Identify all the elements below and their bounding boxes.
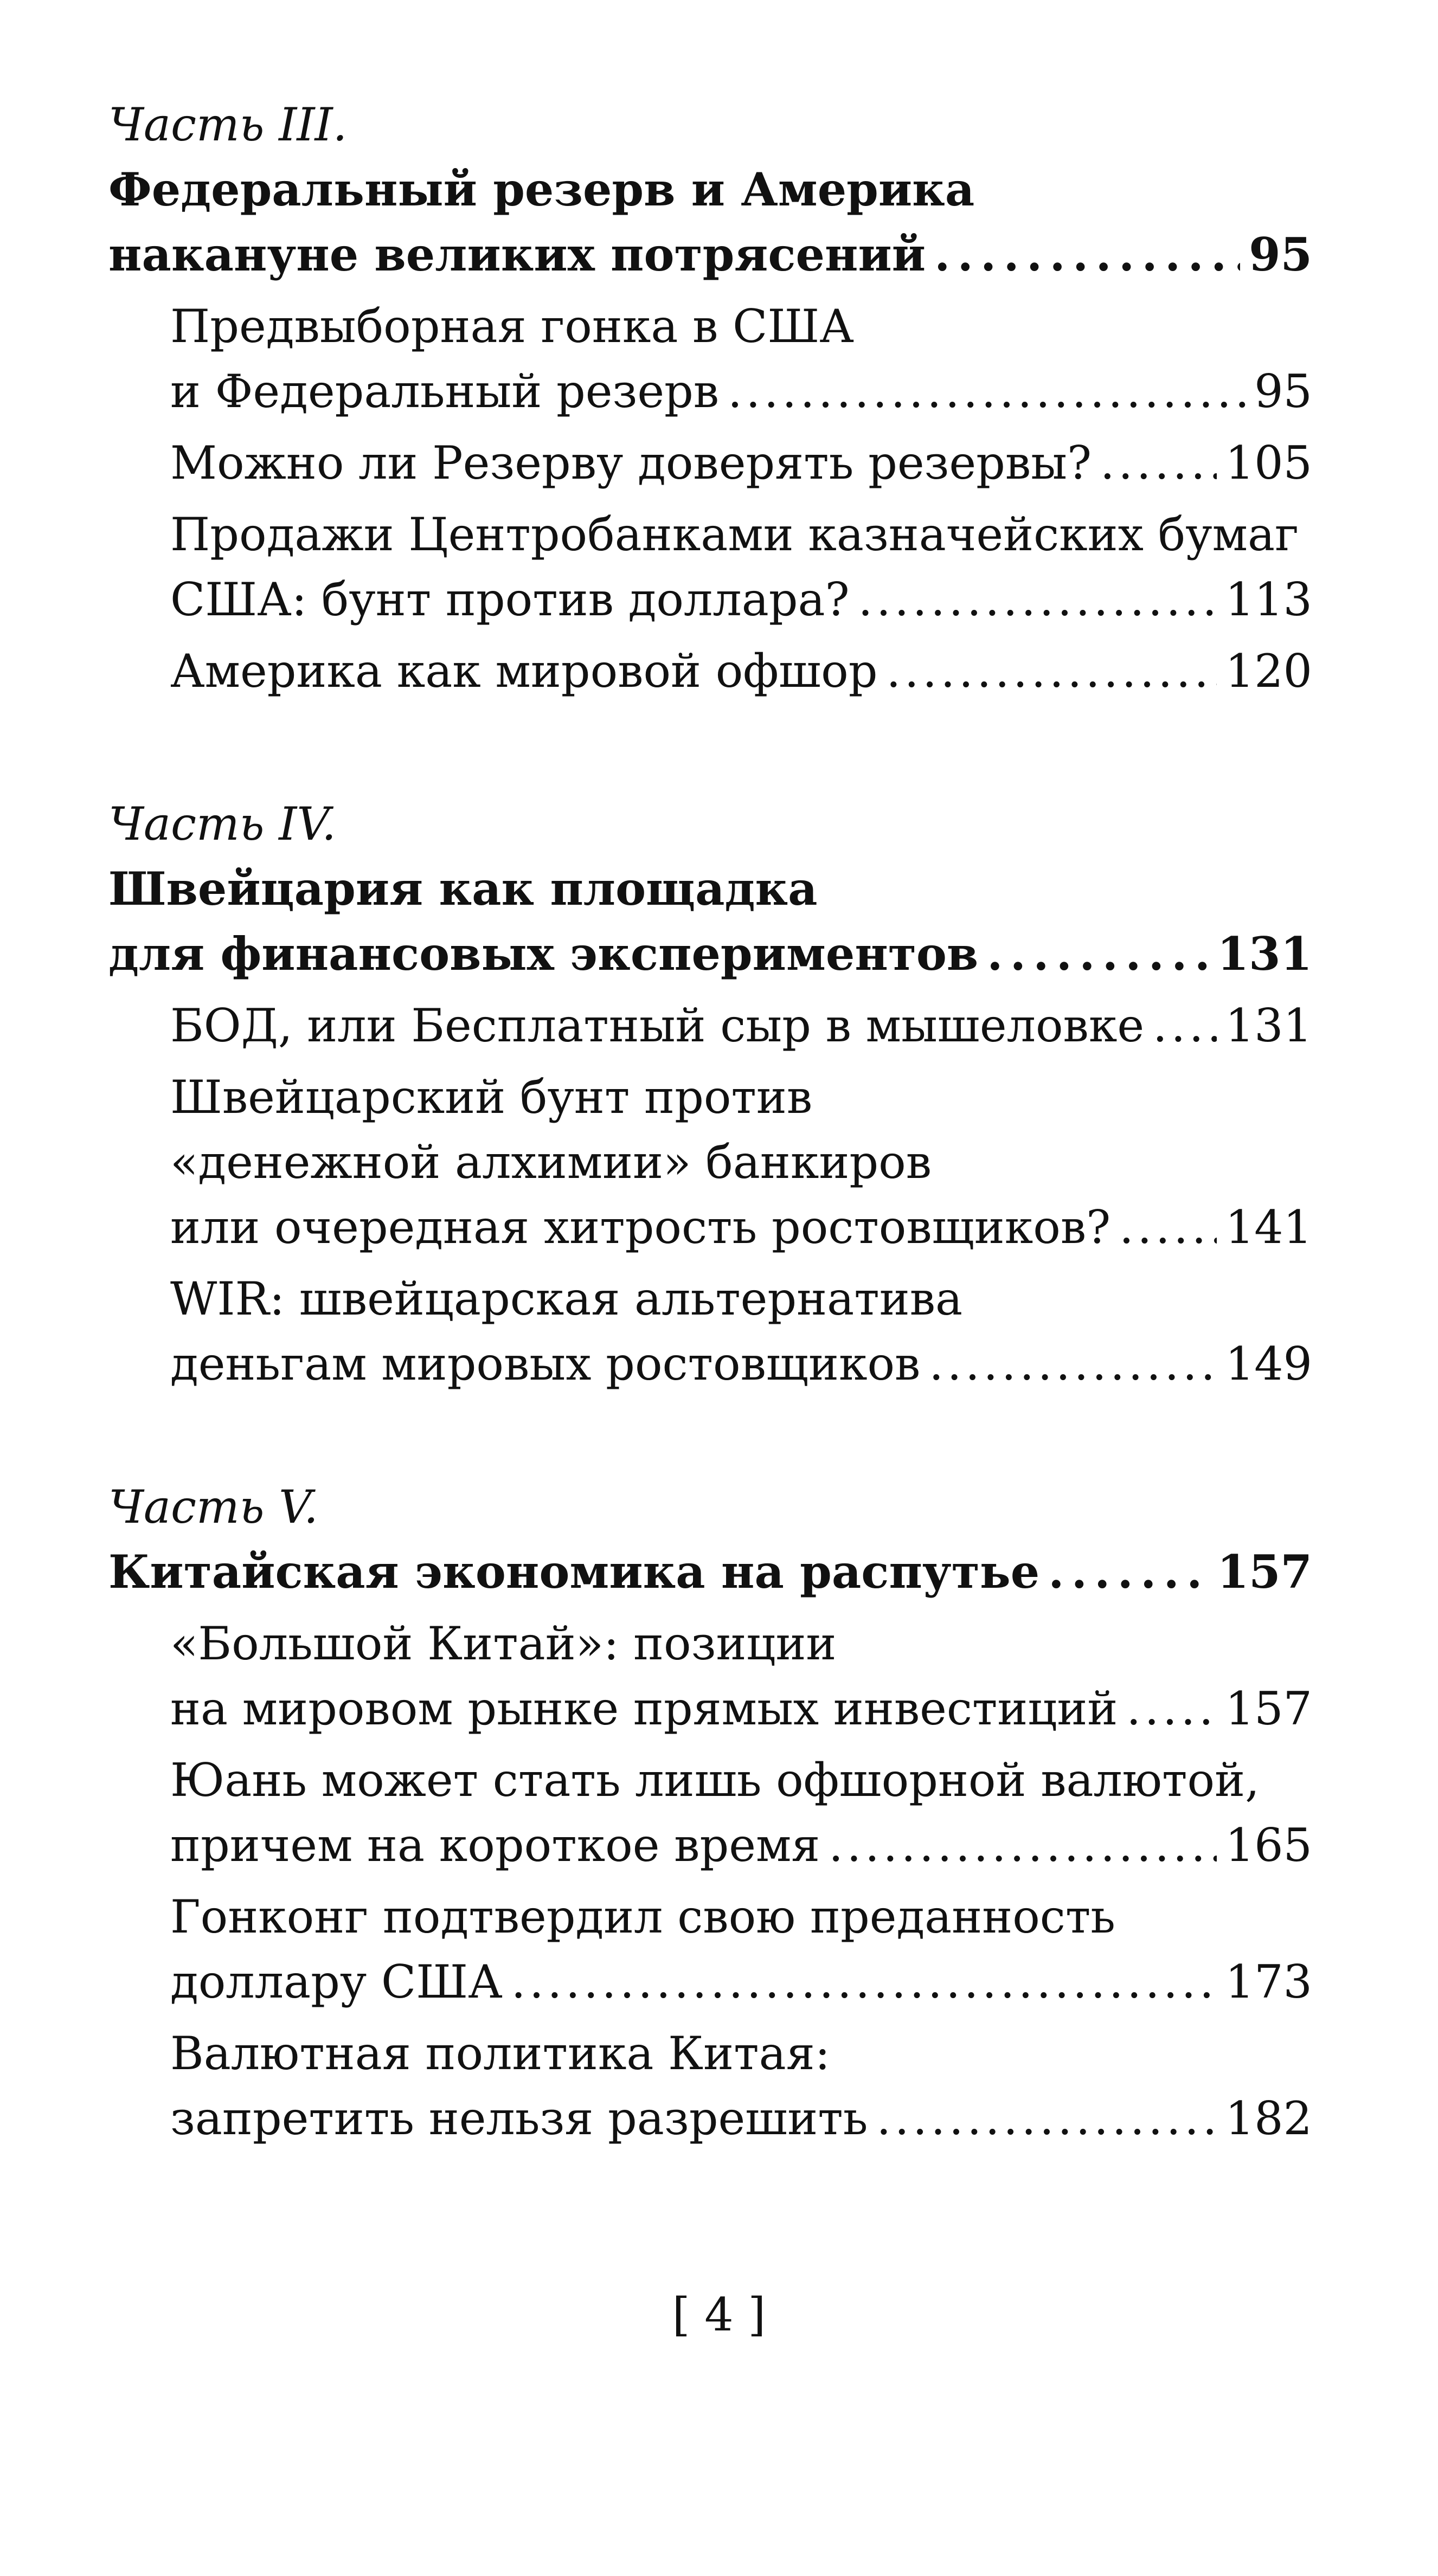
- part-title: [108, 1540, 1312, 1605]
- page-number: 182: [1225, 2092, 1312, 2145]
- page-number: 157: [1225, 1682, 1312, 1735]
- chapter-entry: [108, 1748, 1312, 1878]
- chapter-line: Гонконг подтвердил свою преданность: [170, 1890, 1116, 1943]
- chapter-leader: [170, 1949, 1312, 2014]
- chapter-leader: [170, 1813, 1312, 1878]
- chapter-entry: [108, 1611, 1312, 1741]
- page-number: 149: [1225, 1337, 1312, 1390]
- chapter-entry: [108, 2021, 1312, 2151]
- part-title: [108, 157, 1312, 287]
- part-4-section: [108, 791, 1312, 1396]
- dot-leader: [728, 359, 1246, 424]
- chapter-line: WIR: швейцарская альтернатива: [170, 1272, 963, 1325]
- page-number: 120: [1225, 645, 1312, 698]
- chapter-entry: [108, 993, 1312, 1058]
- dot-leader: [1153, 993, 1217, 1058]
- part-label: Часть III.: [108, 98, 348, 151]
- part-title-line: Китайская экономика на распутье: [108, 1545, 1040, 1599]
- chapter-leader: [170, 639, 1312, 704]
- chapter-leader: [170, 567, 1312, 632]
- chapter-line: Предвыборная гонка в США: [170, 300, 854, 353]
- chapter-entry: [108, 430, 1312, 495]
- chapter-line: и Федеральный резерв: [170, 365, 720, 418]
- part-title-line: Федеральный резерв и Америка: [108, 163, 975, 216]
- page-number: 131: [1217, 927, 1312, 981]
- chapter-line: деньгам мировых ростовщиков: [170, 1337, 921, 1390]
- dot-leader: [929, 1331, 1216, 1396]
- dot-leader: [1048, 1540, 1208, 1605]
- page-number: 95: [1249, 228, 1312, 281]
- chapter-line: Америка как мировой офшор: [170, 645, 878, 698]
- page-number: 131: [1225, 999, 1312, 1052]
- chapter-leader: [170, 1676, 1312, 1741]
- chapter-line: Швейцарский бунт против: [170, 1071, 813, 1124]
- part-title-leader: [108, 222, 1312, 287]
- chapter-line: запретить нельзя разрешить: [170, 2092, 868, 2145]
- part-title-leader: [108, 1540, 1312, 1605]
- part-title-line: накануне великих потрясений: [108, 228, 926, 281]
- chapter-line: США: бунт против доллара?: [170, 573, 850, 626]
- chapter-line: «денежной алхимии» банкиров: [170, 1136, 932, 1189]
- dot-leader: [829, 1813, 1216, 1878]
- page-number: 157: [1217, 1545, 1312, 1599]
- dot-leader: [858, 567, 1217, 632]
- dot-leader: [511, 1949, 1217, 2014]
- chapter-leader: [170, 2086, 1312, 2151]
- page-number: 165: [1225, 1819, 1312, 1872]
- chapter-entry: [108, 1266, 1312, 1396]
- dot-leader: [1119, 1195, 1217, 1260]
- chapter-line: Юань может стать лишь офшорной валютой,: [170, 1754, 1260, 1807]
- chapter-line: причем на короткое время: [170, 1819, 820, 1872]
- part-label: Часть IV.: [108, 797, 336, 851]
- chapter-line: «Большой Китай»: позиции: [170, 1617, 837, 1670]
- chapter-entry: [108, 294, 1312, 424]
- dot-leader: [886, 639, 1216, 704]
- dot-leader: [934, 222, 1240, 287]
- dot-leader: [1126, 1676, 1216, 1741]
- part-5-section: [108, 1474, 1312, 2151]
- part-label: Часть V.: [108, 1480, 318, 1534]
- page-number: 113: [1225, 573, 1312, 626]
- chapter-entry: [108, 1065, 1312, 1260]
- chapter-entry: [108, 639, 1312, 704]
- dot-leader: [987, 922, 1208, 987]
- chapter-leader: [170, 1195, 1312, 1260]
- part-3-section: [108, 92, 1312, 704]
- chapter-leader: [170, 430, 1312, 495]
- page-number: 105: [1225, 436, 1312, 490]
- chapter-entry: [108, 1884, 1312, 2014]
- chapter-line: доллару США: [170, 1955, 503, 2008]
- chapter-leader: [170, 993, 1312, 1058]
- dot-leader: [1100, 430, 1217, 495]
- page-number: 95: [1254, 365, 1312, 418]
- chapter-leader: [170, 1331, 1312, 1396]
- chapter-line: БОД, или Бесплатный сыр в мышеловке: [170, 999, 1145, 1052]
- chapter-line: на мировом рынке прямых инвестиций: [170, 1682, 1118, 1735]
- page-number: 173: [1225, 1955, 1312, 2008]
- chapter-line: Можно ли Резерву доверять резервы?: [170, 436, 1092, 490]
- chapter-line: или очередная хитрость ростовщиков?: [170, 1201, 1111, 1254]
- chapter-entry: [108, 502, 1312, 632]
- dot-leader: [876, 2086, 1216, 2151]
- part-title-line: Швейцария как площадка: [108, 862, 818, 916]
- page-number: 141: [1225, 1201, 1312, 1254]
- page-folio: [ 4 ]: [672, 2288, 766, 2341]
- chapter-line: Продажи Центробанками казначейских бумаг: [170, 508, 1299, 561]
- part-title-line: для финансовых экспериментов: [108, 927, 979, 981]
- chapter-line: Валютная политика Китая:: [170, 2027, 831, 2080]
- part-title-leader: [108, 922, 1312, 987]
- part-title: [108, 856, 1312, 987]
- chapter-leader: [170, 359, 1312, 424]
